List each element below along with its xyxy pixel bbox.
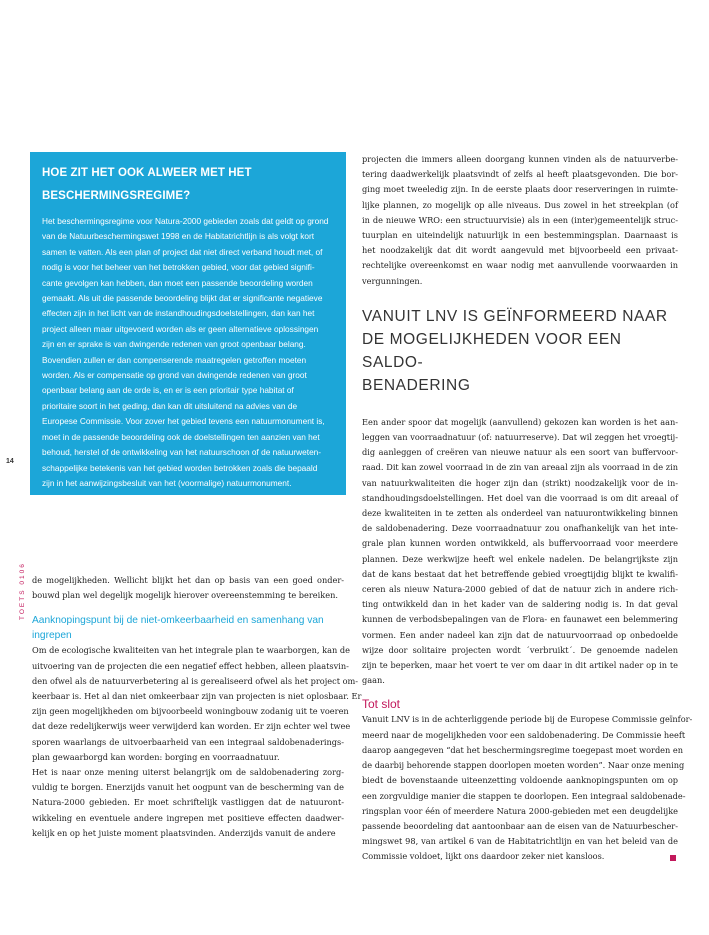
text-line: uitvoering van de projecten die een negatief effect hebben, alleen plaatsvin-	[32, 660, 349, 671]
subheading-line: ingrepen	[32, 630, 72, 642]
text-line: zijn geen mogelijkheden om bijvoorbeeld woningbouw zodanig uit te voeren	[32, 706, 349, 717]
text-line: Natura-2000 gebieden. Er moet schriftelijk vastliggen dat de natuuront-	[32, 797, 344, 808]
left-paragraph-1	[32, 643, 362, 765]
text-line: ging moet tweeledig zijn. In de eerste plaats door reserveringen in ruimte-	[362, 184, 678, 195]
text-line: kelijk en op het juiste moment plaatsvinden. Anderzijds vanuit de andere	[32, 827, 336, 838]
text-line: lijke plannen, zo mogelijk op alle niveaus. Dus zowel in het streekplan (of	[362, 199, 678, 210]
text-line: de mogelijkheden. Wellicht blijkt het dan op basis van een goed onder-	[32, 575, 344, 585]
text-line: zijn in het aanwijzingsbesluit van het (voormalige) natuurmonument.	[42, 477, 292, 488]
title-line: HOE ZIT HET OOK ALWEER MET HET	[42, 167, 252, 179]
text-line: Vanuit LNV is in de achterliggende periode bij de Europese Commissie geïnfor-	[362, 714, 693, 725]
info-box-title	[42, 162, 334, 208]
final-paragraph	[362, 712, 693, 864]
text-line: standhoudingsdoelstellingen. Het doel van die voorraad is om dit areaal of	[362, 492, 678, 503]
text-line: gemaakt. Als uit die passende beoordeling blijkt dat er significante negatieve	[42, 293, 323, 304]
text-line: project alleen maar uitgevoerd worden als er geen alternatieve oplossingen	[42, 323, 319, 334]
text-line: den ofwel als de natuurverbetering al is gerealiseerd ofwel als het project om-	[32, 675, 359, 686]
text-line: leggen van voorraadnatuur (of: natuurreserve). Dat wil zeggen het vroegtij-	[362, 432, 678, 443]
subheading-line: Aanknopingspunt bij de niet-omkeerbaarheid en samenhang van	[32, 615, 324, 627]
text-line: schappelijke betekenis van het gebied worden betrokken zoals die bepaald	[42, 462, 318, 473]
left-column	[32, 573, 362, 841]
subheading	[32, 613, 344, 643]
text-line: mingswet 98, van artikel 6 van de Habitatrichtlijn en van het beleid van de	[362, 836, 678, 847]
text-line: de saldobenadering. Deze voorraadnatuur zou onafhankelijk van het inte-	[362, 523, 678, 534]
text-line: plan gewaarborgd kan worden: borging en voorraadnatuur.	[32, 751, 280, 762]
heading-line: DE MOGELIJKHEDEN VOOR EEN SALDO-	[362, 330, 622, 371]
text-line: van de Natuurbeschermingswet 1998 en de Habitatrichtlijn is als volgt kort	[42, 231, 315, 242]
tot-slot-heading: Tot slot	[362, 697, 401, 712]
text-line: Het beschermingsregime voor Natura-2000 gebieden zoals dat geldt op grond	[42, 216, 329, 226]
text-line: kunnen de verbodsbepalingen van de Flora- en faunawet een belemmering	[362, 614, 678, 625]
text-line: effecten zijn in het licht van de instandhoudingsdoelstellingen, dan kan het	[42, 308, 315, 319]
text-line: vuldig te borgen. Enerzijds vanuit het oogpunt van de bescherming van de	[32, 782, 344, 793]
text-line: rechtelijke overeenkomst en waar nodig met aanvullende voorwaarden in	[362, 260, 678, 271]
text-line: passende beoordeling dat aantoonbaar aan de eisen van de Natuurbescher-	[362, 820, 678, 831]
text-line: grale plan kunnen worden ontwikkeld, als buffervoorraad voor meerdere	[362, 538, 678, 549]
text-line: Commissie voldoet, lijkt ons daardoor zeker niet kansloos.	[362, 851, 605, 862]
text-line: dat deze redelijkerwijs weer verwijderd kan worden. Er zijn echter wel twee	[32, 721, 351, 732]
text-line: openbaar belang aan de orde is, en er is een prioritair type habitat of	[42, 385, 294, 396]
title-line: BESCHERMINGSREGIME?	[42, 190, 191, 202]
text-line: biedt de bovenstaande uiteenzetting voldoende aanknopingspunten om op	[362, 775, 678, 786]
text-line: ceren als nieuw Natura-2000 gebied of dat de natuur zich in andere rich-	[362, 584, 678, 595]
text-line: Een ander spoor dat mogelijk (aanvullend) gekozen kan worden is het aan-	[362, 416, 678, 427]
text-line: wikkeling en eventuele andere ingrepen met positieve effecten daadwer-	[32, 812, 344, 823]
heading-line: BENADERING	[362, 376, 471, 394]
text-line: dig aanleggen of creëren van nieuwe natuur als een soort van buffervoor-	[362, 447, 678, 458]
text-line: projecten die immers alleen doorgang kunnen vinden als de natuurverbe-	[362, 154, 678, 164]
text-line: gaan.	[362, 675, 385, 686]
text-line: moet in de passende beoordeling ook de doelstellingen ten aanzien van het	[42, 431, 320, 442]
end-of-article-mark	[670, 855, 676, 861]
text-line: raad. Dit kan zowel voorraad in de zin van areaal zijn als voorraad in de zin	[362, 462, 678, 473]
text-line: van natuurkwaliteiten die hoger zijn dan (strikt) noodzakelijk voor de in-	[362, 477, 678, 488]
text-line: daarop aangegeven “dat het beschermingsregime toegepast moet worden en	[362, 744, 684, 755]
text-line: Om de ecologische kwaliteiten van het integrale plan te waarborgen, kan de	[32, 645, 350, 656]
text-line: tuurplan en uiteindelijk natuurlijk in een bestemmingsplan. Daarnaast is	[362, 230, 678, 241]
text-line: een zorgvuldige manier die stappen te doorlopen. Een integraal saldobenade-	[362, 790, 686, 801]
text-line: cante gevolgen kan hebben, dan moet een passende beoordeling worden	[42, 277, 313, 288]
text-line: keerbaar is. Het al dan niet omkeerbaar zijn van projecten is niet oplosbaar. Er	[32, 691, 362, 702]
heading-line: VANUIT LNV IS GEÏNFORMEERD NAAR	[362, 307, 668, 325]
text-line: zijn te beperken, maar het voert te ver om daar in dit artikel nader op in te	[362, 660, 678, 671]
text-line: vergunningen.	[362, 275, 423, 286]
text-line: prioritaire soort in het geding, dan kan dit uitsluitend na advies van de	[42, 400, 298, 411]
text-line: ringsplan voor één of meerdere Natura 2000-gebieden met een deugdelijke	[362, 805, 678, 816]
text-line: bouwd plan wel degelijk mogelijk hierover overeenstemming te bereiken.	[32, 590, 338, 601]
text-line: tering daadwerkelijk plaatsvindt of zelfs al heeft plaatsgevonden. Die bor-	[362, 169, 678, 180]
text-line: de daarbij behorende stappen doorlopen moeten worden”. Naar onze mening	[362, 760, 685, 771]
text-line: plannen. Deze werkwijze heeft wel enkele nadelen. De belangrijkste zijn	[362, 553, 678, 564]
right-paragraph	[362, 415, 678, 689]
text-line: ting ontwikkeld dan in het kader van de saldering nodig is. In dat geval	[362, 599, 678, 610]
text-line: meerd naar de mogelijkheden voor een saldobenadering. De Commissie heeft	[362, 729, 686, 740]
text-line: het noodzakelijk dat dit wordt aangevuld met bijvoorbeeld een privaat-	[362, 245, 678, 256]
section-heading	[362, 305, 678, 397]
info-box	[30, 152, 346, 495]
page-number: 14	[6, 458, 14, 465]
left-intro-paragraph	[32, 573, 344, 603]
text-line: Europese Commissie. Voor zover het gebied tevens een natuurmonument is,	[42, 416, 325, 427]
running-label: TOETS 0106	[19, 562, 26, 620]
info-box-body	[42, 214, 334, 491]
text-line: dat de kans bestaat dat het betreffende gebied vroegtijdig blijkt te kwalifi-	[362, 568, 678, 579]
text-line: nodig is voor het beheer van het betrokken gebied, voor dat gebied signifi-	[42, 262, 315, 273]
text-line: zijn en er sprake is van dwingende redenen van groot openbaar belang.	[42, 339, 306, 350]
text-line: in de nieuwe WRO: een structuurvisie) als in een (inter)gemeentelijk struc-	[362, 214, 678, 225]
text-line: behoud, herstel of de ontwikkeling van het natuurschoon of de natuurweten-	[42, 447, 322, 458]
text-line: worden. Als er compensatie op grond van dwingende redenen van groot	[42, 370, 307, 381]
right-column	[362, 152, 693, 865]
left-paragraph-2	[32, 765, 344, 841]
text-line: Bovendien zullen er dan compenserende maatregelen getroffen moeten	[42, 354, 307, 365]
text-line: samen te vatten. Als een plan of project dat niet direct verband houdt met, of	[42, 246, 323, 257]
text-line: wijze door solitaire projecten wordt ´verbruikt´. De genoemde nadelen	[362, 644, 678, 655]
text-line: Het is naar onze mening uiterst belangrijk om de saldobenadering zorg-	[32, 767, 344, 778]
right-top-paragraph	[362, 152, 678, 289]
text-line: vormen. Een ander nadeel kan zijn dat de natuurvoorraad op onbedoelde	[362, 629, 678, 640]
text-line: deze kwaliteiten in te zetten als onderdeel van natuurontwikkeling binnen	[362, 508, 678, 519]
text-line: sporen waarlangs de uitvoerbaarheid van een integraal saldobenaderings-	[32, 736, 344, 747]
